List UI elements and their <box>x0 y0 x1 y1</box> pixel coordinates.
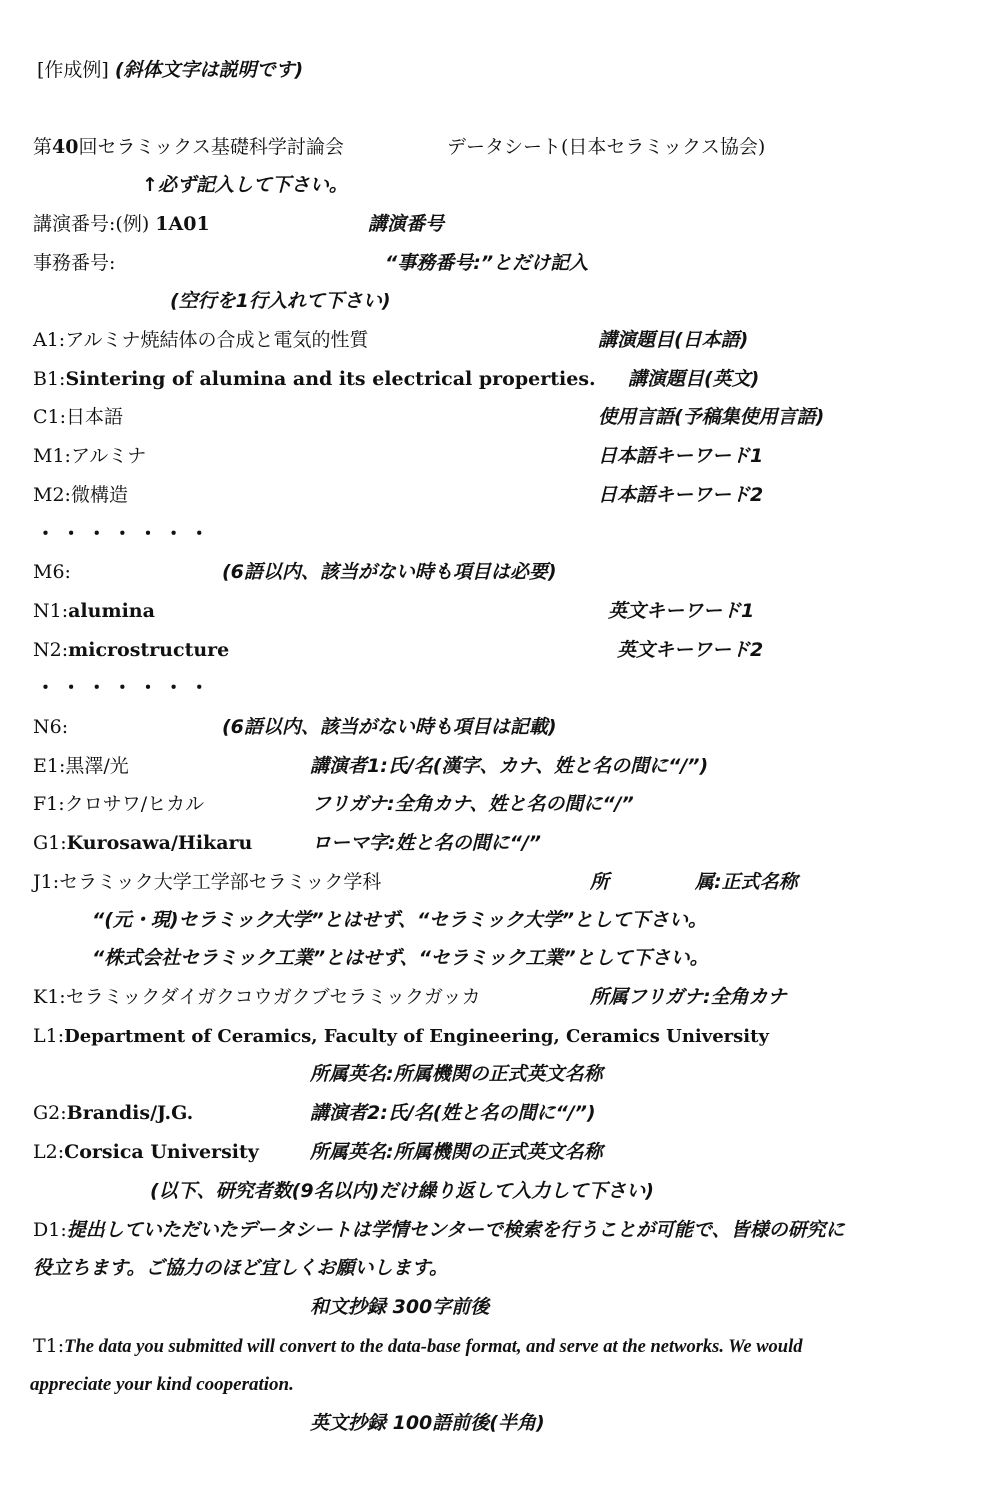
row-key: G1: <box>33 832 67 854</box>
row-value: Kurosawa/Hikaru <box>66 832 253 854</box>
row-f1 <box>33 792 204 816</box>
row-l2 <box>33 1140 259 1164</box>
row-n1-note: 英文キーワード1 <box>608 600 755 622</box>
ellipsis-dots: ・ ・ ・ ・ ・ ・ ・ <box>36 677 209 699</box>
row-key: E1: <box>33 755 66 777</box>
row-key: G2: <box>33 1102 67 1124</box>
office-number-note: “事務番号:”とだけ記入 <box>385 252 589 274</box>
row-g1-note: ローマ字:姓と名の間に“/” <box>312 832 542 854</box>
row-g2 <box>33 1101 193 1125</box>
row-key: N1: <box>33 600 69 622</box>
row-d1 <box>33 1218 845 1242</box>
row-c1 <box>33 405 123 429</box>
row-a1-note: 講演題目(日本語) <box>598 329 749 351</box>
j1-note-1: “(元・現)セラミック大学”とはせず、“セラミック大学”として下さい。 <box>92 909 708 931</box>
row-key: A1: <box>33 329 66 351</box>
row-key: N2: <box>33 639 69 661</box>
d1-note: 和文抄録 300字前後 <box>310 1296 490 1318</box>
row-j1-note-b: 属:正式名称 <box>695 871 798 893</box>
row-n2-note: 英文キーワード2 <box>617 639 764 661</box>
row-key: L2: <box>33 1141 65 1163</box>
row-value: Sintering of alumina and its electrical properties. <box>65 368 596 390</box>
row-value: セラミックダイガクコウガクブセラミックガッカ <box>65 986 481 1008</box>
sheet-title-right: データシート(日本セラミックス協会) <box>447 136 766 158</box>
lecture-number-value: 1A01 <box>155 213 210 235</box>
row-value: 微構造 <box>70 484 128 506</box>
row-value: 日本語 <box>66 406 124 428</box>
row-k1 <box>33 985 481 1009</box>
row-key: L1: <box>33 1025 65 1047</box>
example-label: [作成例] <box>37 59 109 81</box>
ellipsis-dots: ・ ・ ・ ・ ・ ・ ・ <box>36 523 209 545</box>
row-value: 黒澤/光 <box>65 755 129 777</box>
row-value: Brandis/J.G. <box>66 1102 194 1124</box>
row-value: アルミナ焼結体の合成と電気的性質 <box>65 329 369 351</box>
d1-line-2: 役立ちます。ご協力のほど宜しくお願いします。 <box>33 1257 448 1279</box>
row-m6-key: M6: <box>33 561 71 583</box>
row-e1-note: 講演者1:氏/名(漢字、カナ、姓と名の間に“/”) <box>310 755 709 777</box>
row-b1-note: 講演題目(英文) <box>628 368 760 390</box>
row-m1-note: 日本語キーワード1 <box>598 445 764 467</box>
row-key: F1: <box>33 793 65 815</box>
row-l2-note: 所属英名:所属機関の正式英文名称 <box>310 1141 603 1163</box>
blank-line-note: (空行を1行入れて下さい) <box>170 290 391 312</box>
row-value: alumina <box>68 600 155 622</box>
row-key: C1: <box>33 406 67 428</box>
lecture-number-label <box>33 212 210 236</box>
t1-note: 英文抄録 100語前後(半角) <box>310 1412 545 1434</box>
row-l1-note: 所属英名:所属機関の正式英文名称 <box>310 1063 603 1085</box>
row-key: D1: <box>33 1219 67 1241</box>
row-j1 <box>33 870 381 894</box>
row-value: Department of Ceramics, Faculty of Engineering, Ceramics University <box>64 1026 769 1047</box>
row-value: クロサワ/ヒカル <box>64 793 205 815</box>
row-n1 <box>33 599 155 623</box>
lecture-number-key: 講演番号:(例) <box>33 213 150 235</box>
row-m1 <box>33 444 146 468</box>
row-value: セラミック大学工学部セラミック学科 <box>59 871 382 893</box>
row-value: アルミナ <box>70 445 147 467</box>
t1-line-2: appreciate your kind cooperation. <box>30 1374 294 1395</box>
row-key: T1: <box>33 1335 65 1357</box>
title-number: 40 <box>52 136 79 158</box>
must-fill-note: ↑必ず記入して下さい。 <box>142 174 348 196</box>
t1-line-1: The data you submitted will convert to the data-base format, and serve at the networks. We would <box>64 1337 803 1357</box>
row-g2-note: 講演者2:氏/名(姓と名の間に“/”) <box>310 1102 596 1124</box>
row-m2-note: 日本語キーワード2 <box>598 484 764 506</box>
row-l1 <box>33 1024 769 1049</box>
row-j1-note-a: 所 <box>590 871 610 893</box>
office-number-label: 事務番号: <box>33 252 116 274</box>
row-b1 <box>33 367 596 391</box>
row-key: J1: <box>33 871 60 893</box>
j1-note-2: “株式会社セラミック工業”とはせず、“セラミック工業”として下さい。 <box>92 947 709 969</box>
row-n6-note: (6語以内、該当がない時も項目は記載) <box>222 716 557 738</box>
row-key: K1: <box>33 986 66 1008</box>
row-a1 <box>33 328 368 352</box>
sheet-title-left <box>33 135 344 159</box>
row-n2 <box>33 638 229 662</box>
row-g1 <box>33 831 252 855</box>
lecture-number-note: 講演番号 <box>368 213 445 235</box>
row-key: M1: <box>33 445 71 467</box>
row-c1-note: 使用言語(予稿集使用言語) <box>598 406 825 428</box>
row-n6-key: N6: <box>33 716 69 738</box>
title-prefix: 第 <box>33 136 53 158</box>
example-header <box>37 58 303 82</box>
row-e1 <box>33 754 129 778</box>
row-value: microstructure <box>68 639 230 661</box>
example-note: (斜体文字は説明です) <box>114 59 304 81</box>
repeat-note: (以下、研究者数(9名以内)だけ繰り返して入力して下さい) <box>150 1180 654 1202</box>
row-key: B1: <box>33 368 66 390</box>
row-value: Corsica University <box>64 1141 259 1163</box>
row-key: M2: <box>33 484 71 506</box>
d1-line-1: 提出していただいたデータシートは学情センターで検索を行うことが可能で、皆様の研究に <box>66 1219 845 1241</box>
row-f1-note: フリガナ:全角カナ、姓と名の間に“/” <box>312 793 634 815</box>
row-k1-note: 所属フリガナ:全角カナ <box>590 986 787 1008</box>
row-m2 <box>33 483 128 507</box>
row-t1 <box>33 1334 802 1359</box>
title-event: 回セラミックス基礎科学討論会 <box>78 136 344 158</box>
row-m6-note: (6語以内、該当がない時も項目は必要) <box>222 561 557 583</box>
